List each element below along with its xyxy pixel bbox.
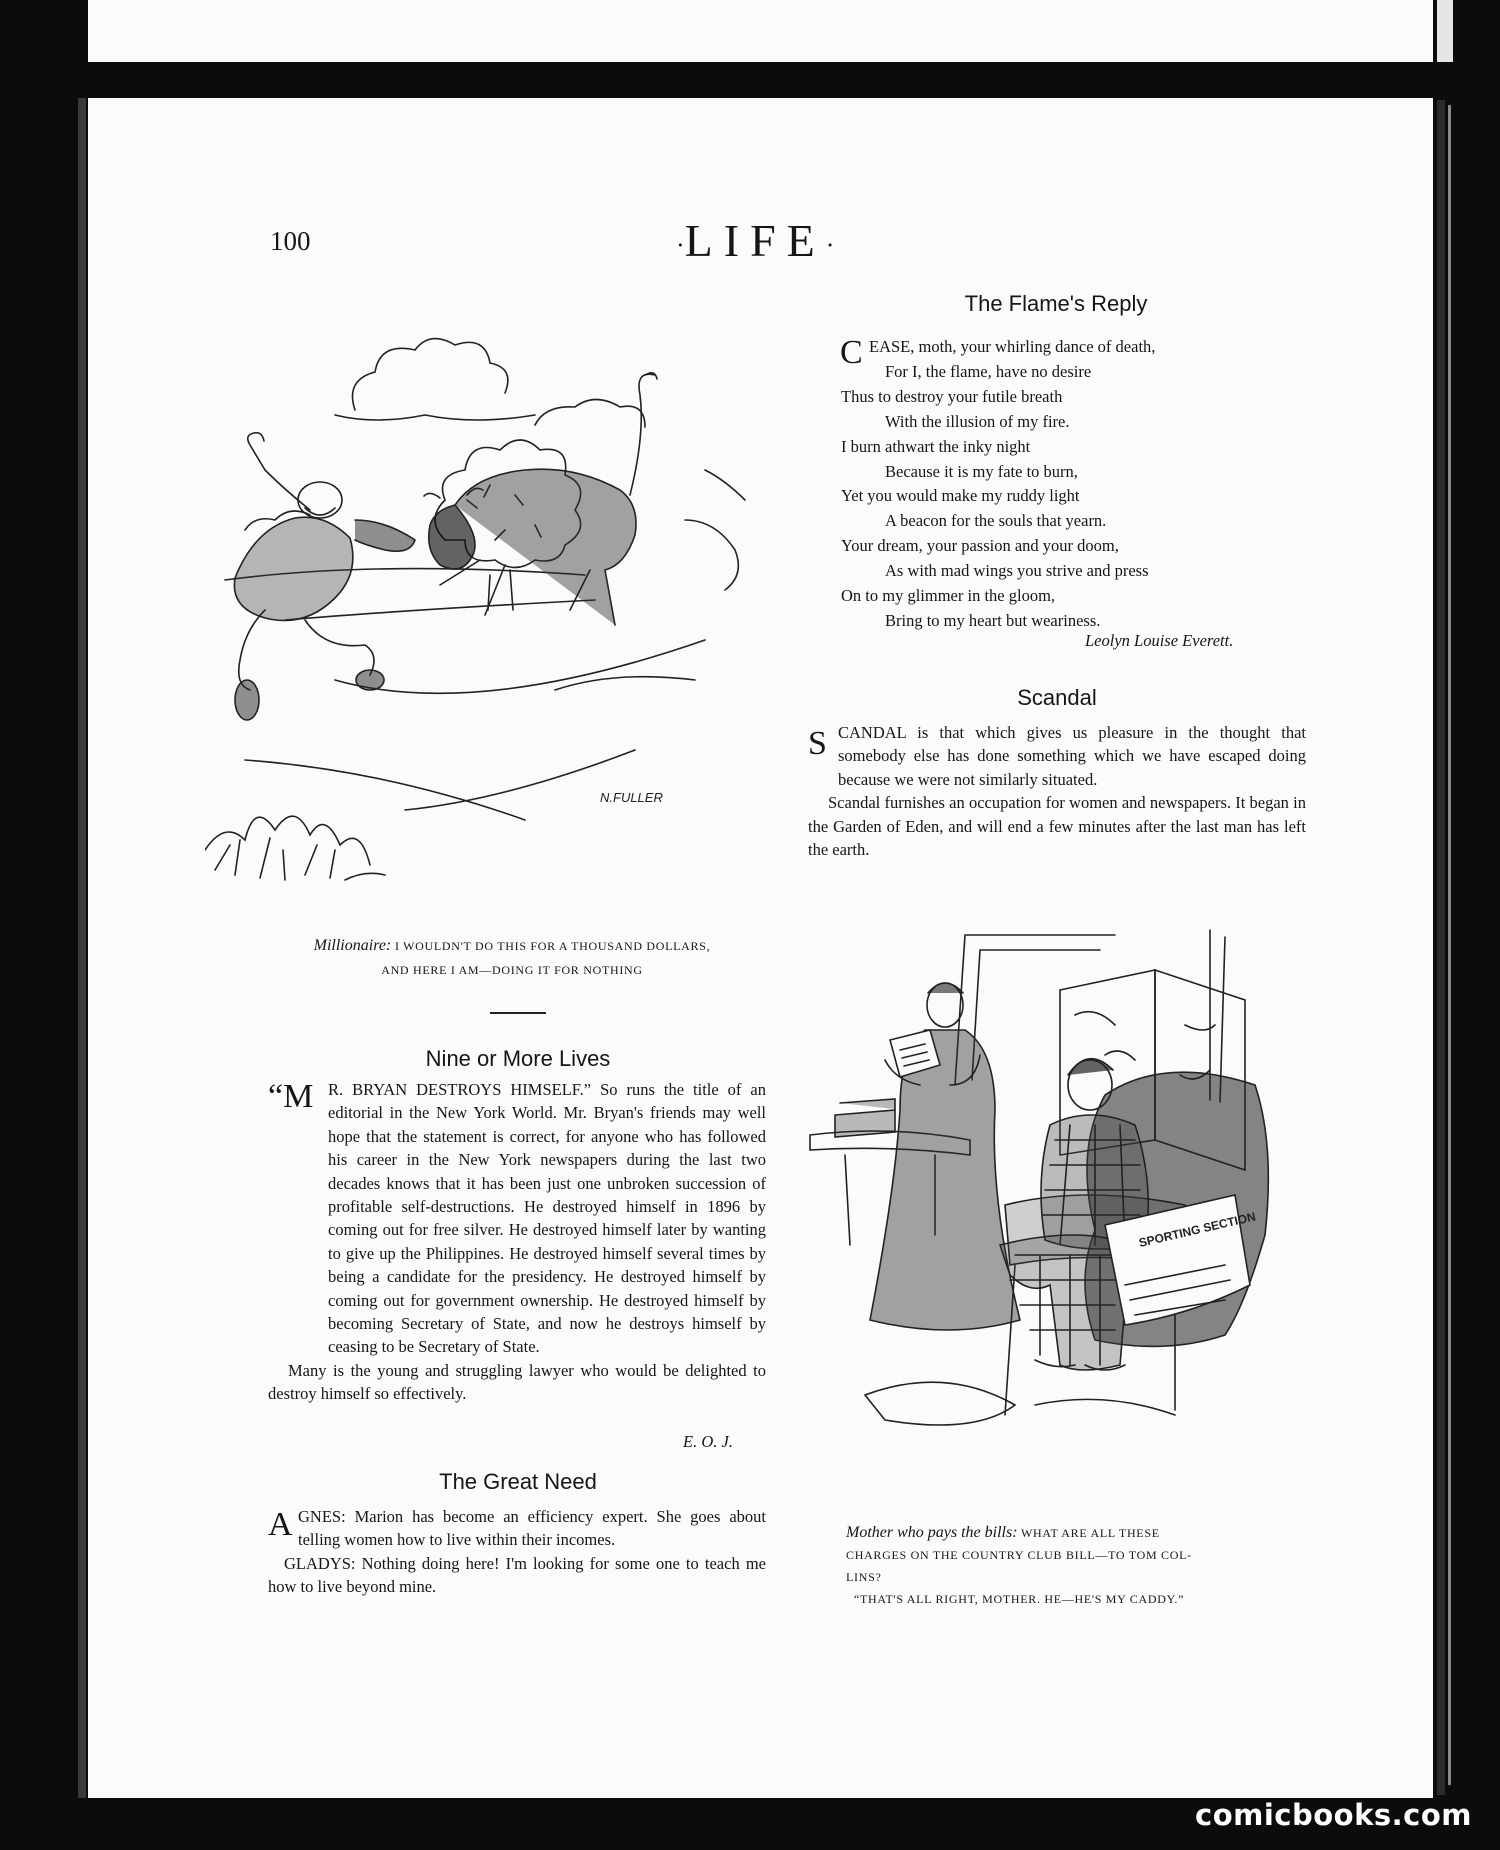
- bull-chase-illustration: [205, 290, 770, 910]
- poem-line: Thus to destroy your futile breath: [841, 386, 1063, 406]
- poem-line: Your dream, your passion and your doom,: [841, 536, 1119, 556]
- caption-text-2: AND HERE I AM—DOING IT FOR NOTHING: [381, 963, 643, 977]
- poem-line: A beacon for the souls that yearn.: [885, 511, 1107, 531]
- page-number: 100: [270, 226, 311, 256]
- great-need-paragraph-1: GNES: Marion has become an efficiency expert. She goes about telling women how to live within their incomes.: [298, 1507, 766, 1550]
- scandal-paragraph-2: Scandal furnishes an occupation for women and newspapers. It began in the Garden of Eden, and will end a few minutes after the last man has left the earth.: [808, 793, 1306, 860]
- previous-page-strip: [88, 0, 1433, 62]
- binding-edge: [78, 98, 86, 1798]
- mother-cartoon-caption: [846, 1522, 1276, 1610]
- poem-line: With the illusion of my fire.: [885, 411, 1070, 431]
- newspaper-label: SPORTING SECTION: [1137, 1209, 1257, 1250]
- great-need-drop-cap: A: [268, 1506, 293, 1543]
- great-need-title: The Great Need: [439, 1469, 597, 1494]
- scandal-body: [808, 721, 1306, 861]
- scandal-title: Scandal: [1017, 685, 1097, 710]
- page-stack-edge: [1437, 0, 1453, 62]
- great-need-paragraph-2: GLADYS: Nothing doing here! I'm looking for some one to teach me how to live beyond mine.: [268, 1553, 766, 1597]
- caption-line: [846, 1522, 1276, 1544]
- poem-line: Bring to my heart but weariness.: [885, 610, 1101, 630]
- page-right-edge-inner: [1448, 105, 1451, 1785]
- poem-drop-cap: C: [840, 334, 863, 371]
- scandal-paragraph-1: CANDAL is that which gives us pleasure in the thought that somebody else has done something which we have escaped doing because we were not similarly situated.: [838, 723, 1306, 789]
- nine-lives-author: E. O. J.: [683, 1432, 733, 1451]
- poem-line: EASE, moth, your whirling dance of death,: [869, 337, 1156, 356]
- poem-author: Leolyn Louise Everett.: [1085, 631, 1234, 650]
- scandal-drop-cap: S: [808, 725, 827, 762]
- watermark: comicbooks.com: [1195, 1798, 1472, 1832]
- masthead: ·LIFE·: [676, 215, 835, 266]
- caption-text-2: CHARGES ON THE COUNTRY CLUB BILL—TO TOM COL-: [846, 1548, 1192, 1562]
- caption-text-1: I WOULDN'T DO THIS FOR A THOUSAND DOLLARS,: [394, 939, 711, 953]
- caption-text-4: “THAT'S ALL RIGHT, MOTHER. HE—HE'S MY CADDY.”: [854, 1592, 1185, 1606]
- nine-lives-paragraph-1: R. BRYAN DESTROYS HIMSELF.” So runs the title of an editorial in the New York World. Mr. Bryan's friends may well hope that the statement is correct, for anyone who has followed his career in the New York newspapers during the last two decades knows that it has been just one unbroken succession of profitable self-destructions. He destroyed himself in 1896 by coming out for free silver. He destroyed himself later by wanting to give up the Philippines. He destroyed himself several times by being a candidate for the presidency. He destroyed himself by coming out for government ownership. He destroyed himself by becoming Secretary of State, and now he destroys himself by ceasing to be Secretary of State.: [328, 1080, 766, 1357]
- nine-lives-title: Nine or More Lives: [425, 1046, 611, 1071]
- poem-line: On to my glimmer in the gloom,: [841, 586, 1056, 606]
- caption-speaker: Mother who pays the bills:: [846, 1524, 1018, 1541]
- caption-line: [262, 934, 762, 958]
- page-right-edge: [1437, 100, 1445, 1795]
- nine-lives-drop-cap: “M: [268, 1078, 314, 1115]
- poem-line: I burn athwart the inky night: [841, 436, 1031, 456]
- caption-text-1: WHAT ARE ALL THESE: [1021, 1526, 1160, 1540]
- masthead-title: LIFE: [684, 215, 826, 266]
- poem-line: For I, the flame, have no desire: [885, 361, 1092, 381]
- caption-speaker: Millionaire:: [313, 937, 392, 954]
- poem-title: The Flame's Reply: [964, 291, 1148, 316]
- mother-son-illustration: [805, 925, 1380, 1453]
- caption-text-3: LINS?: [846, 1570, 882, 1584]
- section-divider: [490, 1012, 546, 1014]
- nine-lives-body: [268, 1078, 766, 1406]
- cartoon-signature: N.FULLER: [600, 790, 663, 805]
- poem-line: Yet you would make my ruddy light: [841, 486, 1080, 506]
- poem-body: [841, 335, 1301, 634]
- great-need-body: [268, 1505, 766, 1599]
- poem-line: As with mad wings you strive and press: [885, 561, 1149, 581]
- nine-lives-paragraph-2: Many is the young and struggling lawyer who would be delighted to destroy himself so effectively.: [268, 1360, 766, 1404]
- poem-line: Because it is my fate to burn,: [885, 461, 1078, 481]
- bull-cartoon-caption: [262, 934, 762, 982]
